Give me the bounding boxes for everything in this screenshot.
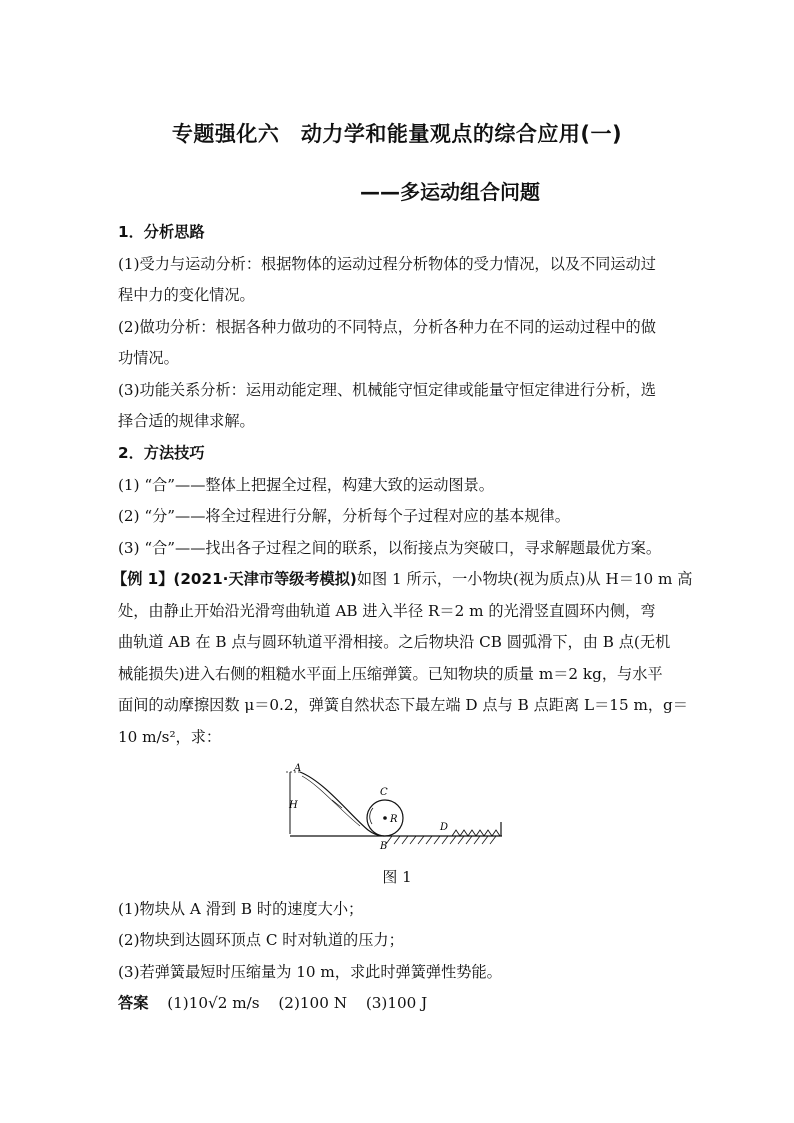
answer-label: 答案 — [118, 994, 149, 1012]
label-A: A — [294, 763, 302, 774]
section2-line: (1) “合”——整体上把握全过程，构建大致的运动图景。 — [118, 476, 494, 494]
section1-line: (1)受力与运动分析：根据物体的运动过程分析物体的受力情况，以及不同运动过 — [118, 255, 656, 273]
example-line: 处，由静止开始沿光滑弯曲轨道 AB 进入半径 R＝2 m 的光滑竖直圆环内侧，弯 — [118, 602, 656, 620]
section2-line: (3) “合”——找出各子过程之间的联系，以衔接点为突破口，寻求解题最优方案。 — [118, 539, 662, 557]
label-D: D — [440, 822, 449, 833]
label-H: H — [289, 800, 298, 811]
loop-direction-arrow — [370, 808, 373, 824]
ground-hatching — [386, 836, 496, 844]
section2-heading: 2．方法技巧 — [118, 444, 205, 462]
section1-line: (2)做功分析：根据各种力做功的不同特点，分析各种力在不同的运动过程中的做 — [118, 318, 656, 336]
curved-track-AB — [300, 772, 384, 836]
section1-line: (3)功能关系分析：运用动能定理、机械能守恒定律或能量守恒定律进行分析，选 — [118, 381, 656, 399]
example-line: 曲轨道 AB 在 B 点与圆环轨道平滑相接。之后物块沿 CB 圆弧滑下，由 B 点(无机 — [118, 633, 671, 651]
example-line: 面间的动摩擦因数 μ＝0.2，弹簧自然状态下最左端 D 点与 B 点距离 L＝15 m，g＝ — [118, 696, 688, 714]
answer-line — [118, 992, 688, 1014]
figure-caption: 图 1 — [382, 868, 412, 886]
answer-3: (3)100 J — [365, 994, 428, 1012]
section1-line: 择合适的规律求解。 — [118, 412, 255, 430]
question-line: (2)物块到达圆环顶点 C 时对轨道的压力； — [118, 931, 404, 949]
track-arrow — [332, 800, 342, 808]
section1-line: 功情况。 — [118, 349, 179, 367]
spring — [452, 830, 500, 836]
example-line: 械能损失)进入右侧的粗糙水平面上压缩弹簧。已知物块的质量 m＝2 kg，与水平 — [118, 665, 663, 683]
example-first-line — [112, 568, 693, 590]
answer-1: (1)10√2 m/s — [167, 994, 260, 1012]
question-line: (1)物块从 A 滑到 B 时的速度大小； — [118, 900, 364, 918]
page-title: 专题强化六 动力学和能量观点的综合应用(一) — [171, 122, 623, 146]
section2-line: (2) “分”——将全过程进行分解，分析每个子过程对应的基本规律。 — [118, 507, 570, 525]
page-subtitle: ——多运动组合问题 — [360, 180, 540, 204]
track-shading — [302, 776, 360, 826]
label-B: B — [380, 841, 388, 852]
loop-center — [383, 816, 387, 820]
section1-line: 程中力的变化情况。 — [118, 286, 255, 304]
label-R: R — [390, 814, 398, 825]
example-label: 【例 1】 — [112, 570, 174, 588]
example-line: 10 m/s²，求： — [118, 728, 222, 746]
label-C: C — [380, 787, 388, 798]
example-source: (2021·天津市等级考模拟) — [173, 570, 357, 588]
answer-2: (2)100 N — [278, 994, 347, 1012]
question-line: (3)若弹簧最短时压缩量为 10 m，求此时弹簧弹性势能。 — [118, 963, 502, 981]
example-text: 如图 1 所示，一小物块(视为质点)从 H＝10 m 高 — [356, 570, 693, 588]
section1-heading: 1．分析思路 — [118, 223, 205, 241]
figure-1-diagram — [280, 760, 510, 855]
